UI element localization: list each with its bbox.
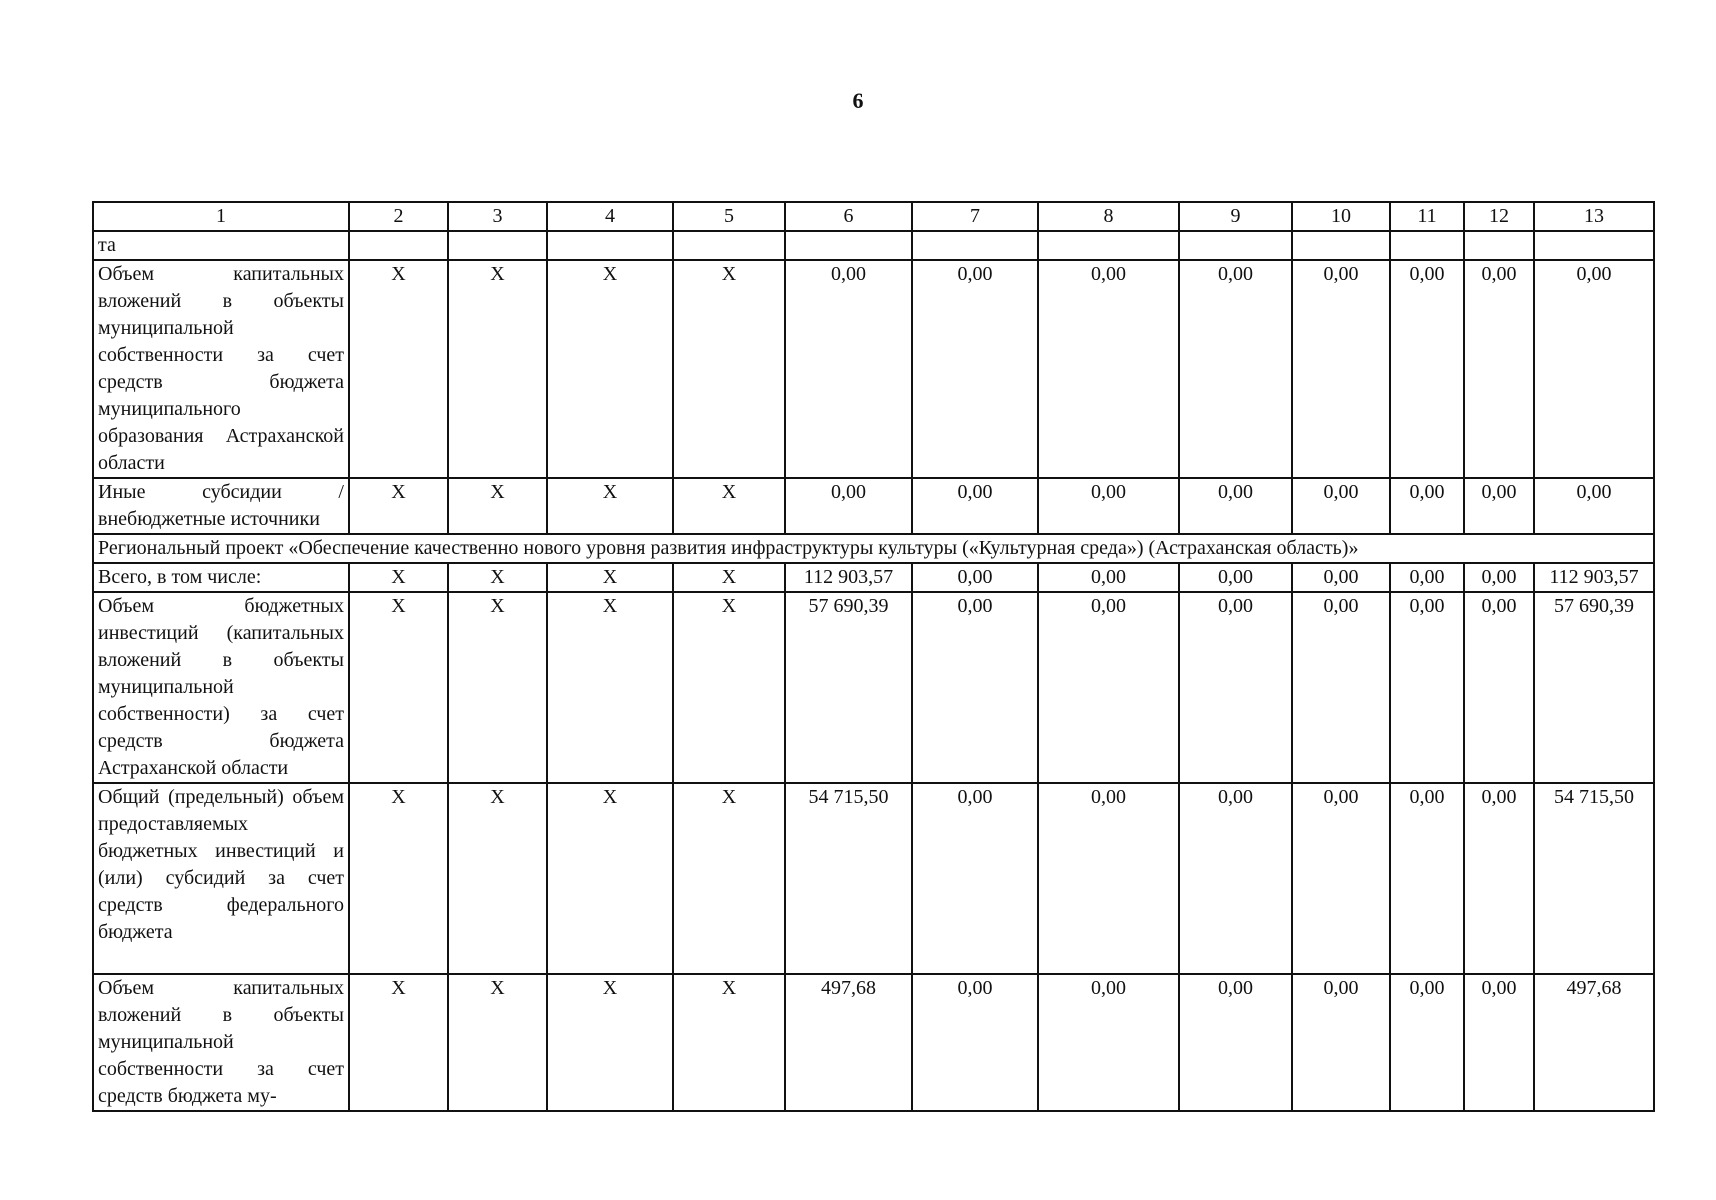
- table-cell: X: [349, 563, 448, 592]
- table-row: [93, 563, 1654, 592]
- table-cell: 0,00: [1390, 592, 1464, 783]
- table-cell: 0,00: [1179, 592, 1292, 783]
- table-cell: 0,00: [1390, 260, 1464, 478]
- col-header: 12: [1464, 202, 1534, 231]
- table-cell: X: [547, 478, 673, 534]
- table-cell: X: [673, 974, 785, 1111]
- table-cell: 0,00: [1179, 478, 1292, 534]
- table-cell: [1464, 231, 1534, 260]
- table-cell: 0,00: [1292, 592, 1390, 783]
- table-cell: 0,00: [1038, 974, 1179, 1111]
- table-cell: X: [349, 260, 448, 478]
- table-cell: [1534, 231, 1654, 260]
- table-cell: [448, 231, 547, 260]
- table-row: [93, 783, 1654, 974]
- table-cell: X: [349, 783, 448, 974]
- table-cell: [1390, 231, 1464, 260]
- table-cell: 0,00: [1464, 592, 1534, 783]
- table-cell: X: [673, 563, 785, 592]
- table-cell: 0,00: [1038, 260, 1179, 478]
- row-label: Объем бюджетных инвестиций (капитальных вложений в объекты муниципальной собственности) за счет средств бюджета Астраханской области: [93, 592, 349, 783]
- table-cell: X: [547, 260, 673, 478]
- table-cell: [673, 231, 785, 260]
- table-cell: 0,00: [1390, 478, 1464, 534]
- table-cell: X: [448, 974, 547, 1111]
- table-cell: 0,00: [1292, 260, 1390, 478]
- table-cell: 0,00: [1464, 260, 1534, 478]
- table-cell: X: [448, 563, 547, 592]
- table-cell: X: [448, 783, 547, 974]
- table-cell: 0,00: [1038, 592, 1179, 783]
- row-label: Иные субсидии / внебюджетные источники: [93, 478, 349, 534]
- column-number-row: [93, 202, 1654, 231]
- table-cell: 0,00: [1390, 563, 1464, 592]
- col-header: 3: [448, 202, 547, 231]
- table-cell: 0,00: [912, 783, 1038, 974]
- budget-table: [92, 201, 1655, 1112]
- row-label: Всего, в том числе:: [93, 563, 349, 592]
- table-cell: 497,68: [785, 974, 912, 1111]
- table-cell: X: [547, 783, 673, 974]
- table-cell: X: [673, 260, 785, 478]
- table-cell: 0,00: [1292, 478, 1390, 534]
- table-row: [93, 974, 1654, 1111]
- row-label: Общий (предельный) объем предоставляемых бюджетных инвестиций и (или) субсидий за счет средств федерального бюджета: [93, 783, 349, 974]
- table-cell: 0,00: [1464, 563, 1534, 592]
- table-cell: 0,00: [912, 478, 1038, 534]
- table-cell: 497,68: [1534, 974, 1654, 1111]
- table-cell: X: [547, 974, 673, 1111]
- table-cell: 57 690,39: [785, 592, 912, 783]
- col-header: 13: [1534, 202, 1654, 231]
- table-cell: [349, 231, 448, 260]
- table-cell: X: [673, 783, 785, 974]
- table-cell: 0,00: [1179, 783, 1292, 974]
- col-header: 6: [785, 202, 912, 231]
- table-cell: 0,00: [912, 260, 1038, 478]
- table-cell: [1038, 231, 1179, 260]
- table-cell: 0,00: [1179, 974, 1292, 1111]
- table-cell: 0,00: [1464, 783, 1534, 974]
- table-cell: 0,00: [785, 478, 912, 534]
- col-header: 4: [547, 202, 673, 231]
- table-cell: 0,00: [1464, 478, 1534, 534]
- table-cell: 0,00: [1038, 783, 1179, 974]
- table-cell: 0,00: [785, 260, 912, 478]
- table-cell: X: [349, 974, 448, 1111]
- table-cell: 0,00: [912, 974, 1038, 1111]
- row-label: Объем капитальных вложений в объекты муниципальной собственности за счет средств бюджета му-: [93, 974, 349, 1111]
- table-cell: X: [448, 478, 547, 534]
- table-cell: [1179, 231, 1292, 260]
- table-cell: X: [673, 592, 785, 783]
- table-cell: 0,00: [1179, 563, 1292, 592]
- table-cell: 0,00: [912, 563, 1038, 592]
- table-cell: X: [448, 592, 547, 783]
- table-row: [93, 260, 1654, 478]
- table-cell: X: [547, 563, 673, 592]
- table-cell: 0,00: [1292, 563, 1390, 592]
- table-cell: 54 715,50: [785, 783, 912, 974]
- col-header: 11: [1390, 202, 1464, 231]
- table-cell: 0,00: [1534, 260, 1654, 478]
- table-cell: 0,00: [1292, 783, 1390, 974]
- table-cell: 0,00: [1464, 974, 1534, 1111]
- table-cell: 112 903,57: [785, 563, 912, 592]
- table-cell: [785, 231, 912, 260]
- col-header: 9: [1179, 202, 1292, 231]
- table-cell: 0,00: [1038, 563, 1179, 592]
- table-cell: [912, 231, 1038, 260]
- table-cell: 0,00: [912, 592, 1038, 783]
- table-cell: 0,00: [1534, 478, 1654, 534]
- row-label: та: [93, 231, 349, 260]
- table-cell: [1292, 231, 1390, 260]
- col-header: 7: [912, 202, 1038, 231]
- table-cell: 0,00: [1038, 478, 1179, 534]
- page-number: 6: [852, 88, 864, 113]
- table-cell: 54 715,50: [1534, 783, 1654, 974]
- table-cell: 0,00: [1292, 974, 1390, 1111]
- row-label: Объем капитальных вложений в объекты муниципальной собственности за счет средств бюджета муниципального образования Астраханской области: [93, 260, 349, 478]
- table-row: [93, 231, 1654, 260]
- table-cell: X: [448, 260, 547, 478]
- table-cell: [547, 231, 673, 260]
- table-cell: X: [349, 478, 448, 534]
- table-cell: 0,00: [1179, 260, 1292, 478]
- regional-project-title: Региональный проект «Обеспечение качественно нового уровня развития инфраструктуры культуры («Культурная среда») (Астраханская область)»: [93, 534, 1654, 563]
- regional-project-row: [93, 534, 1654, 563]
- table-row: [93, 478, 1654, 534]
- col-header: 10: [1292, 202, 1390, 231]
- table-cell: X: [673, 478, 785, 534]
- col-header: 1: [93, 202, 349, 231]
- col-header: 2: [349, 202, 448, 231]
- table-row: [93, 592, 1654, 783]
- table-cell: 112 903,57: [1534, 563, 1654, 592]
- col-header: 5: [673, 202, 785, 231]
- col-header: 8: [1038, 202, 1179, 231]
- table-cell: X: [547, 592, 673, 783]
- table-cell: 0,00: [1390, 974, 1464, 1111]
- table-cell: X: [349, 592, 448, 783]
- table-cell: 0,00: [1390, 783, 1464, 974]
- table-cell: 57 690,39: [1534, 592, 1654, 783]
